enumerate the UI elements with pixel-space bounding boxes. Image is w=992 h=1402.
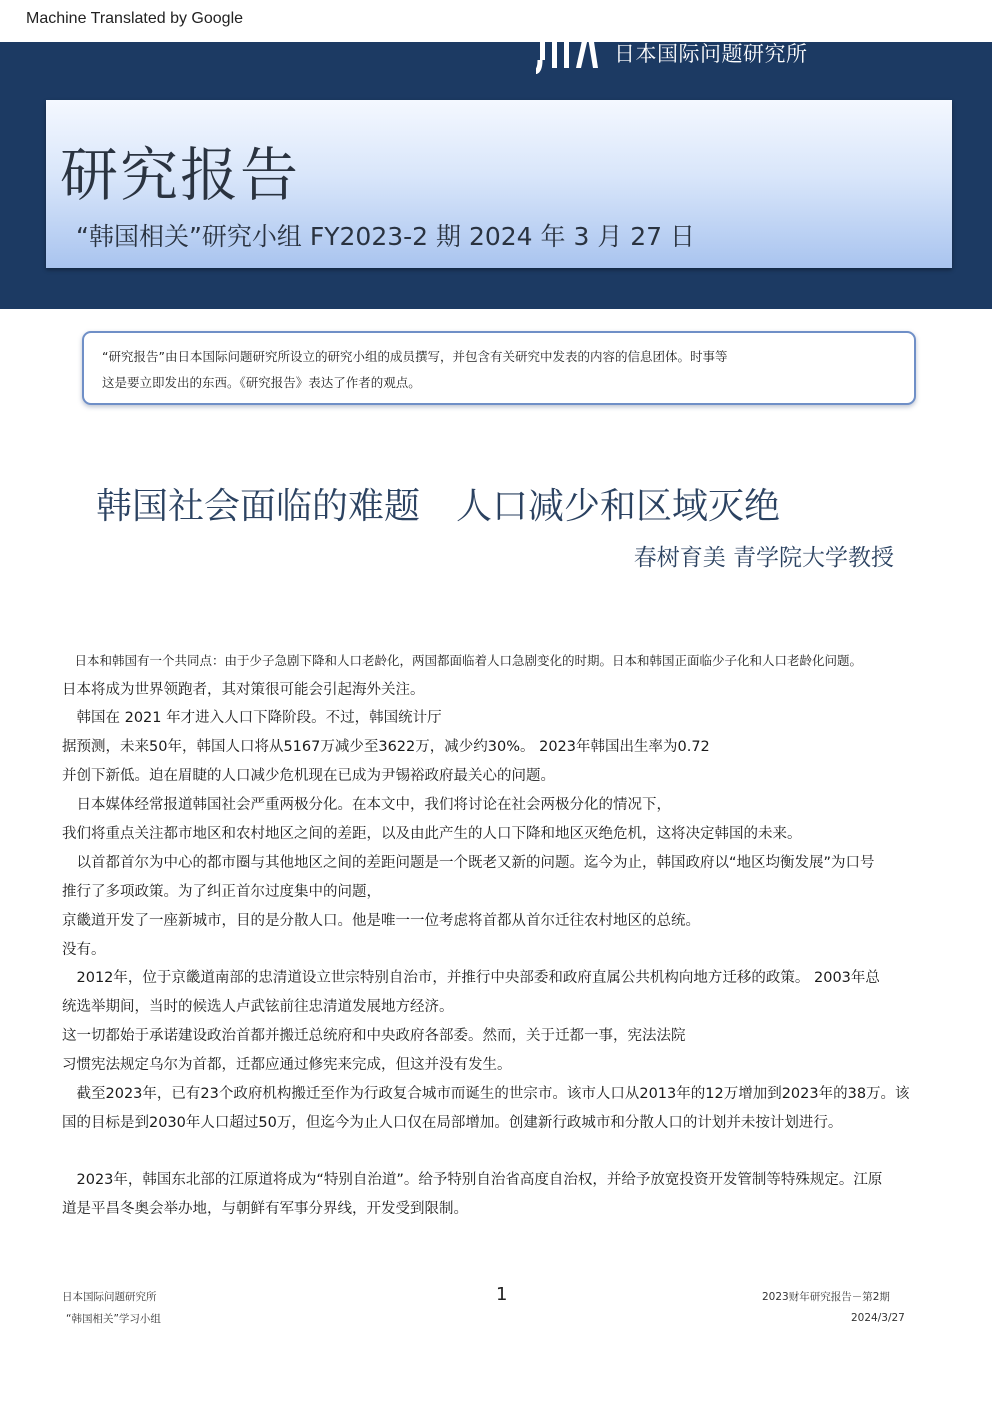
body-paragraph-line: 道是平昌冬奥会举办地，与朝鲜有军事分界线，开发受到限制。: [62, 1201, 468, 1217]
machine-translation-banner: [0, 0, 992, 42]
report-subtitle: “韩国相关”研究小组 FY2023-2 期 2024 年 3 月 27 日: [76, 222, 696, 251]
page-number: 1: [496, 1284, 508, 1305]
footer-institute: 日本国际问题研究所: [62, 1291, 157, 1303]
title-box: [46, 100, 952, 268]
body-paragraph-line: 我们将重点关注都市地区和农村地区之间的差距，以及由此产生的人口下降和地区灭绝危机，这将决定韩国的未来。: [62, 826, 802, 842]
body-paragraph-line: 习惯宪法规定乌尔为首都，迁都应通过修宪来完成，但这并没有发生。: [62, 1057, 512, 1073]
body-paragraph-line: 2012年，位于京畿道南部的忠清道设立世宗特别自治市，并推行中央部委和政府直属公共机构向地方迁移的政策。 2003年总: [62, 970, 880, 986]
body-paragraph-line: 以首都首尔为中心的都市圈与其他地区之间的差距问题是一个既老又新的问题。迄今为止，韩国政府以“地区均衡发展”为口号: [62, 855, 875, 871]
jiia-logo: [536, 18, 600, 74]
body-paragraph-line: 国的目标是到2030年人口超过50万，但迄今为止人口仅在局部增加。创建新行政城市和分散人口的计划并未按计划进行。: [62, 1115, 843, 1131]
notice-line: “研究报告”由日本国际问题研究所设立的研究小组的成员撰写，并包含有关研究中发表的内容的信息团体。时事等: [102, 349, 728, 364]
footer-report-series: 2023财年研究报告－第2期: [762, 1291, 890, 1303]
body-paragraph-line: 2023年，韩国东北部的江原道将成为“特别自治道”。给予特别自治省高度自治权，并给予放宽投资开发管制等特殊规定。江原: [62, 1172, 883, 1188]
body-paragraph-line: 推行了多项政策。为了纠正首尔过度集中的问题，: [62, 884, 381, 900]
body-paragraph-line: 韩国在 2021 年才进入人口下降阶段。不过，韩国统计厅: [62, 710, 442, 726]
article-title: 韩国社会面临的难题 人口减少和区域灭绝: [96, 486, 781, 527]
footer-date: 2024/3/27: [851, 1312, 905, 1324]
machine-translation-label: Machine Translated by Google: [26, 10, 244, 27]
body-paragraph-line: 日本将成为世界领跑者，其对策很可能会引起海外关注。: [62, 682, 425, 698]
body-paragraph-line: 并创下新低。迫在眉睫的人口减少危机现在已成为尹锡裕政府最关心的问题。: [62, 768, 555, 784]
body-paragraph-line: 这一切都始于承诺建设政治首都并搬迁总统府和中央政府各部委。然而，关于迁都一事，宪法法院: [62, 1028, 686, 1044]
footer-group: “韩国相关”学习小组: [66, 1313, 161, 1325]
body-paragraph-line: 据预测，未来50年，韩国人口将从5167万减少至3622万，减少约30%。 2023年韩国出生率为0.72: [62, 739, 710, 755]
report-title: 研究报告: [60, 141, 301, 209]
body-paragraph-line: 统选举期间，当时的候选人卢武铉前往忠清道发展地方经济。: [62, 999, 454, 1015]
notice-box: [82, 331, 916, 405]
article-author: 春树育美 青学院大学教授: [633, 545, 894, 571]
body-paragraph-line: 没有。: [62, 942, 106, 958]
body-paragraph-line: 日本媒体经常报道韩国社会严重两极分化。在本文中，我们将讨论在社会两极分化的情况下，: [62, 797, 671, 813]
notice-line: 这是要立即发出的东西。《研究报告》表达了作者的观点。: [102, 375, 421, 390]
body-paragraph-line: 日本和韩国有一个共同点：由于少子急剧下降和人口老龄化，两国都面临着人口急剧变化的时期。日本和韩国正面临少子化和人口老龄化问题。: [62, 653, 863, 668]
body-paragraph-line: 京畿道开发了一座新城市，目的是分散人口。他是唯一一位考虑将首都从首尔迁往农村地区的总统。: [62, 913, 700, 929]
institute-name: 日本国际问题研究所: [614, 42, 808, 66]
body-paragraph-line: 截至2023年，已有23个政府机构搬迁至作为行政复合城市而诞生的世宗市。该市人口从2013年的12万增加到2023年的38万。该: [62, 1086, 910, 1102]
